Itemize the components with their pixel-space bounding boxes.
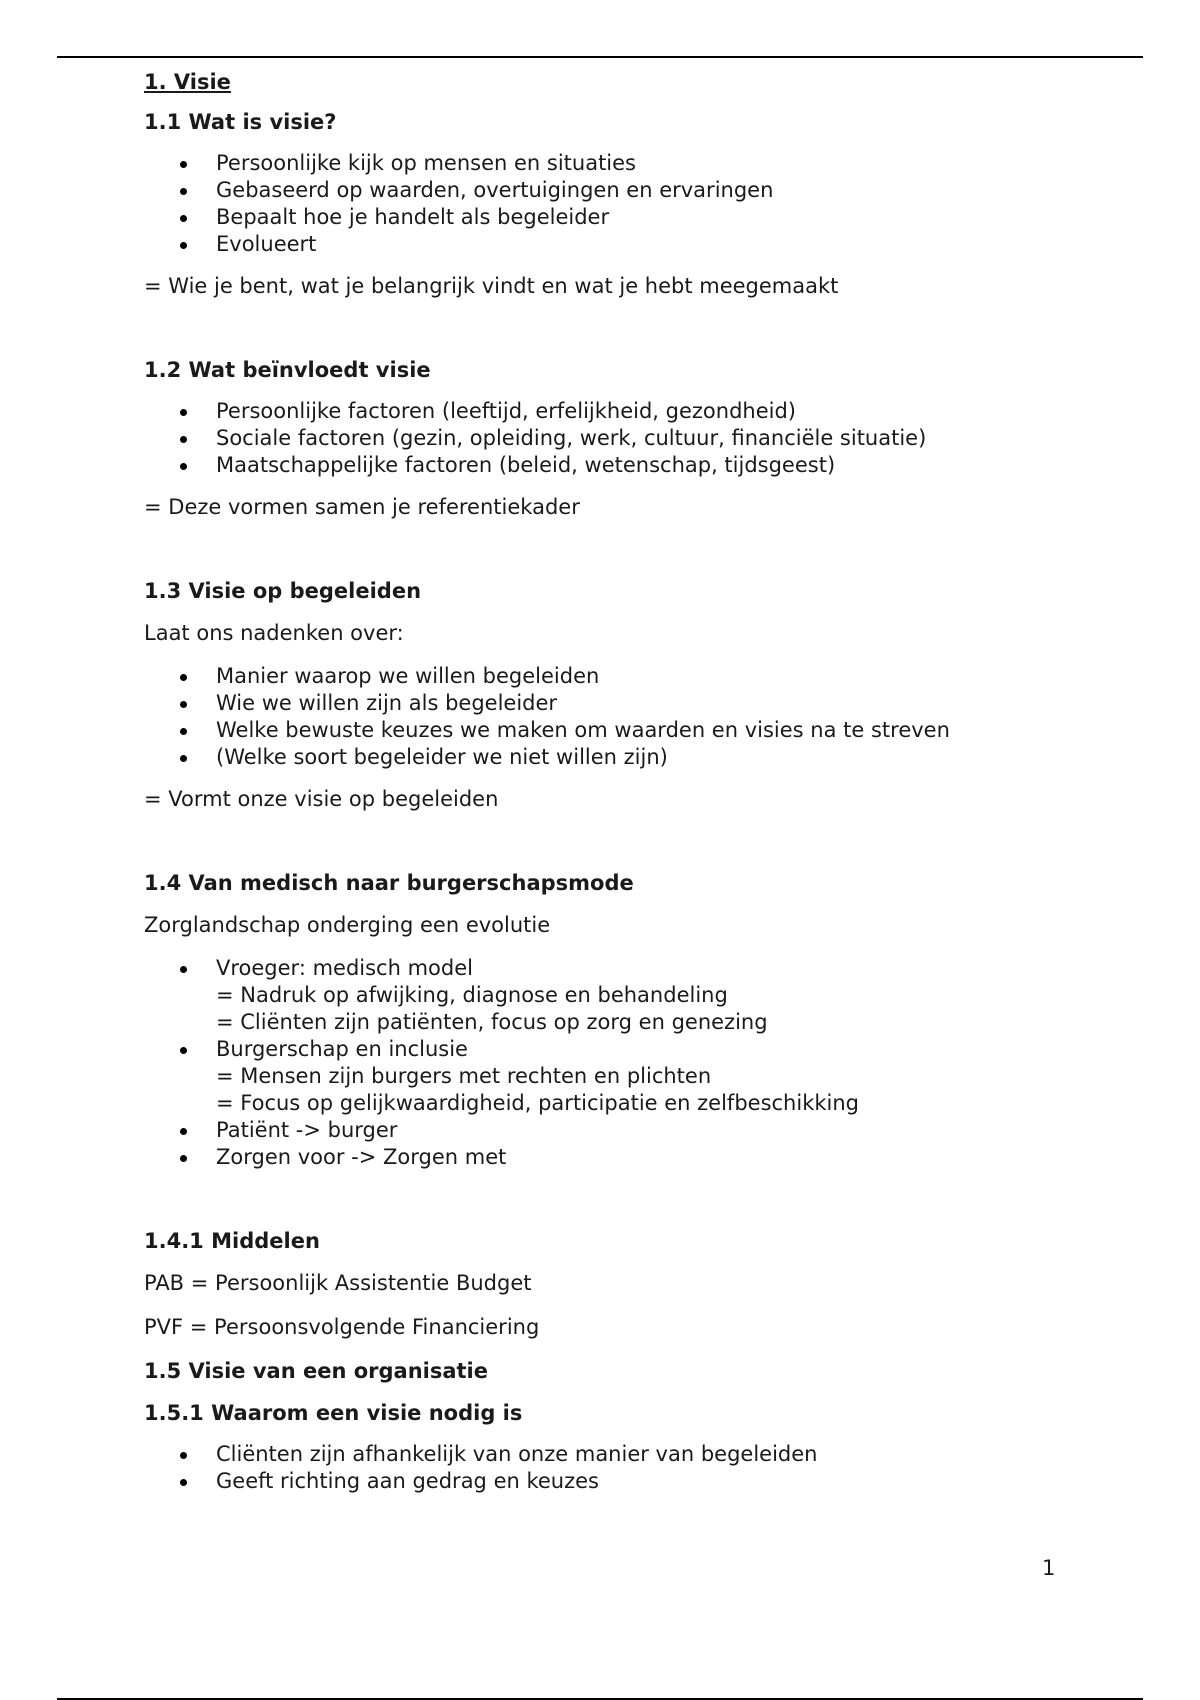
bullet-list (144, 398, 1144, 479)
list-item: Manier waarop we willen begeleiden (144, 663, 1144, 690)
bullet-icon (180, 1128, 187, 1135)
list-item: Persoonlijke factoren (leeftijd, erfelijkheid, gezondheid) (144, 398, 1144, 425)
list-item: Maatschappelijke factoren (beleid, wetenschap, tijdsgeest) (144, 452, 1144, 479)
list-item: Geeft richting aan gedrag en keuzes (144, 1468, 1144, 1495)
bullet-list (144, 663, 1144, 771)
sub-line: = Nadruk op afwijking, diagnose en behandeling (216, 983, 728, 1007)
list-item: Cliënten zijn afhankelijk van onze manier van begeleiden (144, 1441, 1144, 1468)
intro-text: Laat ons nadenken over: (144, 621, 404, 645)
bullet-icon (180, 161, 187, 168)
bullet-icon (180, 188, 187, 195)
intro-text: Zorglandschap onderging een evolutie (144, 913, 551, 937)
bullet-icon (180, 1479, 187, 1486)
section-heading: 1.1 Wat is visie? (144, 110, 337, 134)
bullet-icon (180, 1155, 187, 1162)
top-rule (57, 56, 1143, 58)
paragraph: PVF = Persoonsvolgende Financiering (144, 1315, 540, 1339)
bullet-list (144, 955, 1144, 1171)
section-heading: 1.4 Van medisch naar burgerschapsmode (144, 871, 634, 895)
chapter-title: 1. Visie (144, 70, 231, 94)
list-item: Evolueert (144, 231, 1144, 258)
bullet-icon (180, 215, 187, 222)
paragraph: PAB = Persoonlijk Assistentie Budget (144, 1271, 532, 1295)
list-item: Persoonlijke kijk op mensen en situaties (144, 150, 1144, 177)
bullet-icon (180, 409, 187, 416)
bullet-icon (180, 674, 187, 681)
conclusion-text: = Vormt onze visie op begeleiden (144, 787, 499, 811)
list-item: Vroeger: medisch model = Nadruk op afwijking, diagnose en behandeling = Cliënten zijn patiënten, focus op zorg en genezing (144, 955, 1144, 1036)
conclusion-text: = Deze vormen samen je referentiekader (144, 495, 580, 519)
section-heading: 1.4.1 Middelen (144, 1229, 320, 1253)
list-item: Burgerschap en inclusie = Mensen zijn burgers met rechten en plichten = Focus op gelijkwaardigheid, participatie en zelfbeschikking (144, 1036, 1144, 1117)
list-item: Welke bewuste keuzes we maken om waarden en visies na te streven (144, 717, 1144, 744)
list-item: (Welke soort begeleider we niet willen zijn) (144, 744, 1144, 771)
list-item: Wie we willen zijn als begeleider (144, 690, 1144, 717)
document-body (144, 68, 1144, 1509)
list-item: Patiënt -> burger (144, 1117, 1144, 1144)
bullet-list (144, 150, 1144, 258)
section-heading: 1.5 Visie van een organisatie (144, 1359, 488, 1383)
section-heading: 1.3 Visie op begeleiden (144, 579, 422, 603)
sub-line: = Focus op gelijkwaardigheid, participatie en zelfbeschikking (216, 1091, 860, 1115)
bullet-icon (180, 728, 187, 735)
bullet-icon (180, 242, 187, 249)
bullet-list (144, 1441, 1144, 1495)
bullet-icon (180, 1047, 187, 1054)
sub-line: = Mensen zijn burgers met rechten en plichten (216, 1064, 712, 1088)
list-item: Sociale factoren (gezin, opleiding, werk, cultuur, financiële situatie) (144, 425, 1144, 452)
bullet-icon (180, 436, 187, 443)
bullet-icon (180, 966, 187, 973)
conclusion-text: = Wie je bent, wat je belangrijk vindt en wat je hebt meegemaakt (144, 274, 839, 298)
list-item: Zorgen voor -> Zorgen met (144, 1144, 1144, 1171)
sub-line: = Cliënten zijn patiënten, focus op zorg en genezing (216, 1010, 768, 1034)
bullet-icon (180, 701, 187, 708)
bullet-icon (180, 463, 187, 470)
page-number: 1 (1042, 1556, 1056, 1580)
list-item: Bepaalt hoe je handelt als begeleider (144, 204, 1144, 231)
list-item: Gebaseerd op waarden, overtuigingen en ervaringen (144, 177, 1144, 204)
bullet-icon (180, 1452, 187, 1459)
bullet-icon (180, 755, 187, 762)
section-heading: 1.5.1 Waarom een visie nodig is (144, 1401, 523, 1425)
section-heading: 1.2 Wat beïnvloedt visie (144, 358, 431, 382)
